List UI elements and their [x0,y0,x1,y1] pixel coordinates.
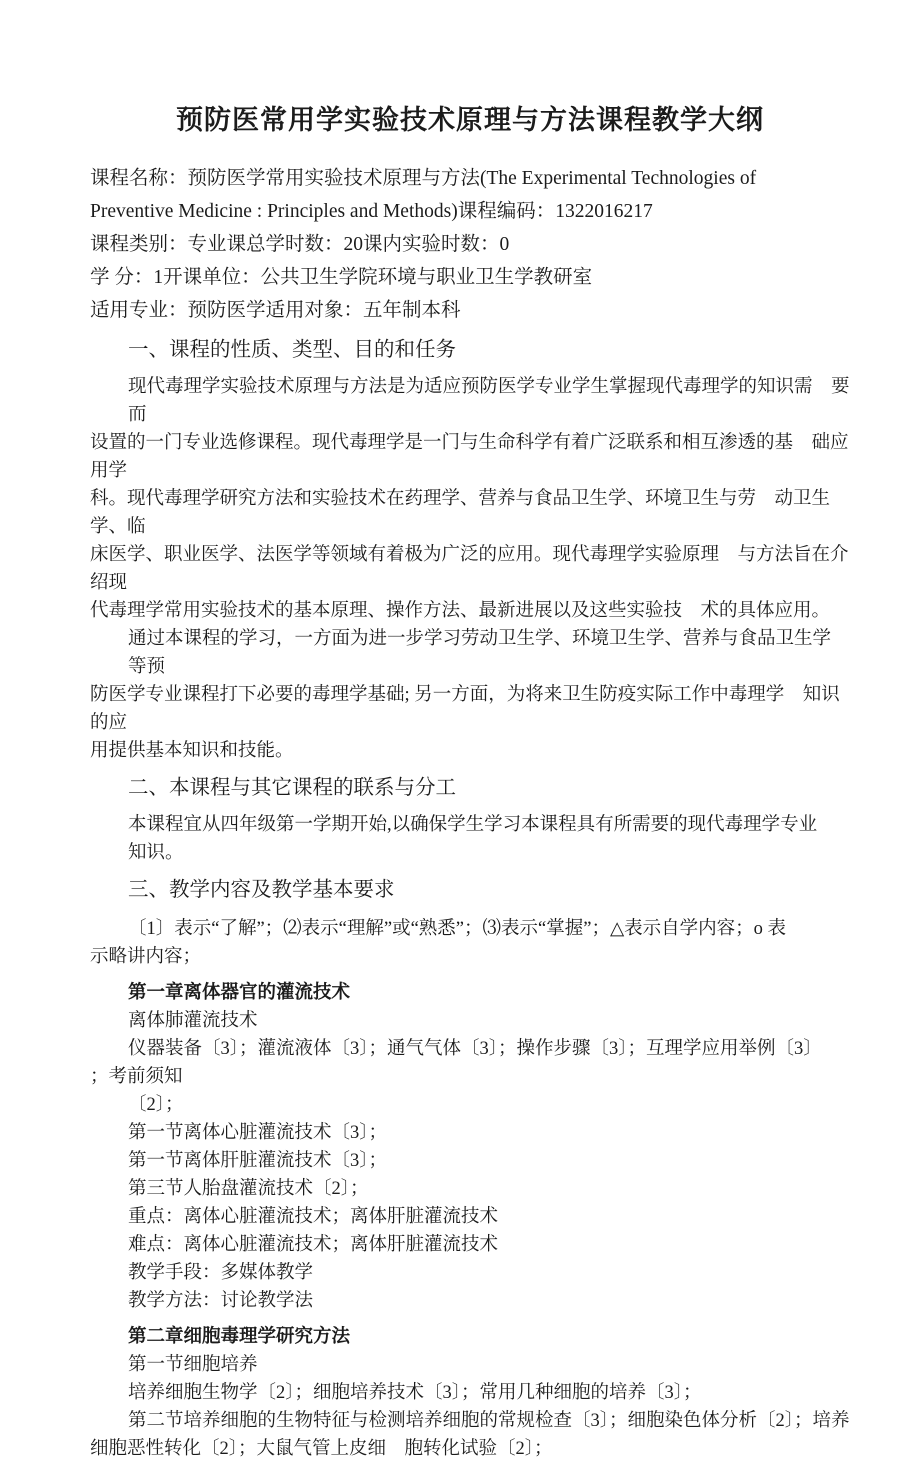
section-3-heading: 三、教学内容及教学基本要求 [128,879,395,901]
paragraph-line: 本课程宜从四年级第一学期开始,以确保学生学习本课程具有所需要的现代毒理学专业 知识。 [128,815,836,863]
paragraph-line: 代毒理学常用实验技术的基本原理、操作方法、最新进展以及这些实验技 术的具体应用。 [90,601,831,621]
paragraph-line: 〔1〕表示“了解”；⑵表示“理解”或“熟悉”；⑶表示“掌握”；△表示自学内容；o 表 [128,919,787,939]
chapter-line: 难点：离体心脏灌流技术；离体肝脏灌流技术 [128,1235,499,1255]
meta-line-major: 适用专业：预防医学适用对象：五年制本科 [90,300,461,321]
chapter-line: 教学方法：讨论教学法 [128,1291,314,1311]
chapter-1-content [90,1007,850,1315]
chapter-2-heading: 第二章细胞毒理学研究方法 [128,1327,351,1347]
chapter-line: ；考前须知 [90,1067,183,1087]
section-2-paragraph [90,811,850,867]
chapter-line: 重点：离体心脏灌流技术；离体肝脏灌流技术 [128,1207,499,1227]
chapter-1-heading: 第一章离体器官的灌流技术 [128,983,351,1003]
chapter-line: 教学手段：多媒体教学 [128,1263,314,1283]
chapter-line: 〔2〕； [128,1095,184,1115]
chapter-line: 第二节培养细胞的生物特征与检测培养细胞的常规检查〔3〕；细胞染色体分析〔2〕；培养 [128,1411,850,1431]
paragraph-line: 设置的一门专业选修课程。现代毒理学是一门与生命科学有着广泛联系和相互渗透的基 础应用学 [90,433,849,481]
meta-line-credits: 学 分：1开课单位：公共卫生学院环境与职业卫生学教研室 [90,267,593,288]
section-1-heading: 一、课程的性质、类型、目的和任务 [128,339,456,361]
chapter-line: 离体肺灌流技术 [128,1011,258,1031]
section-2-heading: 二、本课程与其它课程的联系与分工 [128,777,456,799]
paragraph-line: 现代毒理学实验技术原理与方法是为适应预防医学专业学生掌握现代毒理学的知识需 要而 [128,377,850,425]
meta-line-course-type: 课程类别：专业课总学时数：20课内实验时数：0 [90,234,510,255]
chapter-line: 第三节人胎盘灌流技术〔2〕； [128,1179,369,1199]
paragraph-line: 示略讲内容； [90,947,202,967]
paragraph-line: 床医学、职业医学、法医学等领域有着极为广泛的应用。现代毒理学实验原理 与方法旨在介绍现 [90,545,849,593]
paragraph-line: 科。现代毒理学研究方法和实验技术在药理学、营养与食品卫生学、环境卫生与劳 动卫生学、临 [90,489,831,537]
chapter-line: 细胞恶性转化〔2〕；大鼠气管上皮细 胞转化试验〔2〕； [90,1439,553,1459]
meta-line-course-name: 课程名称：预防医学常用实验技术原理与方法(The Experimental Technologies of [90,168,757,189]
chapter-line: 第一节细胞培养 [128,1355,258,1375]
section-1-paragraph-1 [90,373,850,625]
chapter-2-content [90,1351,850,1463]
chapter-line: 第一节离体肝脏灌流技术〔3〕； [128,1151,388,1171]
chapter-line: 仪器装备〔3〕；灌流液体〔3〕；通气气体〔3〕；操作步骤〔3〕；互理学应用举例〔3〕 [128,1039,822,1059]
course-meta-block [90,162,850,327]
meta-line-course-name-en: Preventive Medicine : Principles and Methods)课程编码：1322016217 [90,201,653,222]
paragraph-line: 用提供基本知识和技能。 [90,741,294,761]
page-title: 预防医常用学实验技术原理与方法课程教学大纲 [176,105,764,135]
paragraph-line: 防医学专业课程打下必要的毒理学基础; 另一方面，为将来卫生防疫实际工作中毒理学 知识的应 [90,685,840,733]
chapter-line: 培养细胞生物学〔2〕；细胞培养技术〔3〕；常用几种细胞的培养〔3〕； [128,1383,702,1403]
paragraph-line: 通过本课程的学习，一方面为进一步学习劳动卫生学、环境卫生学、营养与食品卫生学 等预 [128,629,850,677]
notation-paragraph [90,915,850,971]
chapter-line: 第一节离体心脏灌流技术〔3〕； [128,1123,388,1143]
section-1-paragraph-2 [90,625,850,765]
